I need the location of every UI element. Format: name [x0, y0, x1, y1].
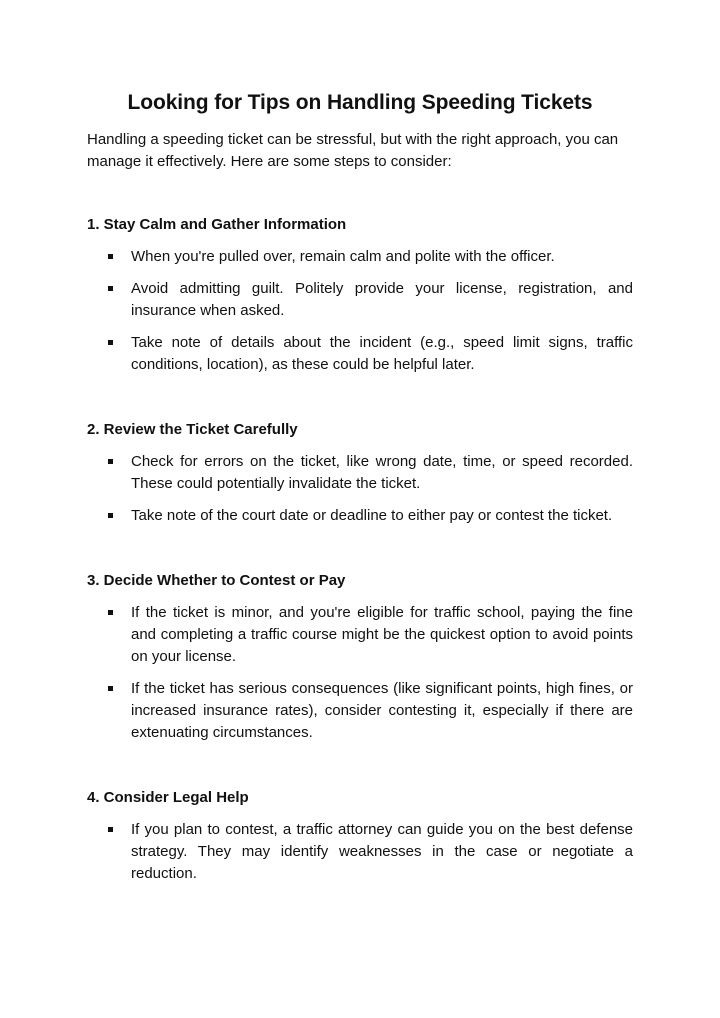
section-contest-or-pay — [87, 570, 633, 744]
intro-paragraph: Handling a speeding ticket can be stressful, but with the right approach, you can manage it effectively. Here are some steps to consider: — [87, 131, 619, 170]
bullet-list — [87, 602, 633, 744]
section-heading: 2. Review the Ticket Carefully — [87, 421, 298, 438]
bullet-list — [87, 451, 633, 527]
square-bullet-icon — [108, 610, 113, 615]
list-item — [87, 246, 633, 268]
list-item-text: When you're pulled over, remain calm and polite with the officer. — [131, 248, 555, 265]
list-item-text: If the ticket is minor, and you're eligible for traffic school, paying the fine and completing a traffic course might be the quickest option to avoid points on your license. — [131, 604, 633, 665]
square-bullet-icon — [108, 286, 113, 291]
list-item — [87, 602, 633, 668]
list-item — [87, 451, 633, 495]
square-bullet-icon — [108, 459, 113, 464]
list-item — [87, 505, 633, 527]
section-stay-calm — [87, 214, 633, 376]
list-item — [87, 332, 633, 376]
section-heading: 1. Stay Calm and Gather Information — [87, 216, 347, 233]
list-item — [87, 678, 633, 744]
square-bullet-icon — [108, 254, 113, 259]
list-item-text: If the ticket has serious consequences (like significant points, high fines, or increased insurance rates), consider contesting it, especially if there are extenuating circumstances. — [131, 680, 633, 741]
page-title: Looking for Tips on Handling Speeding Tickets — [127, 91, 593, 114]
list-item — [87, 819, 633, 885]
list-item-text: Check for errors on the ticket, like wrong date, time, or speed recorded. These could potentially invalidate the ticket. — [131, 453, 633, 492]
list-item-text: If you plan to contest, a traffic attorney can guide you on the best defense strategy. They may identify weaknesses in the case or negotiate a reduction. — [131, 821, 633, 882]
list-item-text: Avoid admitting guilt. Politely provide your license, registration, and insurance when asked. — [131, 280, 633, 319]
bullet-list — [87, 246, 633, 376]
section-heading: 4. Consider Legal Help — [87, 789, 249, 806]
section-review-ticket — [87, 419, 633, 527]
square-bullet-icon — [108, 340, 113, 345]
square-bullet-icon — [108, 686, 113, 691]
list-item-text: Take note of details about the incident (e.g., speed limit signs, traffic conditions, location), as these could be helpful later. — [131, 334, 633, 373]
bullet-list — [87, 819, 633, 885]
section-heading: 3. Decide Whether to Contest or Pay — [87, 572, 346, 589]
list-item — [87, 278, 633, 322]
list-item-text: Take note of the court date or deadline to either pay or contest the ticket. — [131, 507, 613, 524]
square-bullet-icon — [108, 513, 113, 518]
square-bullet-icon — [108, 827, 113, 832]
section-legal-help — [87, 787, 633, 885]
